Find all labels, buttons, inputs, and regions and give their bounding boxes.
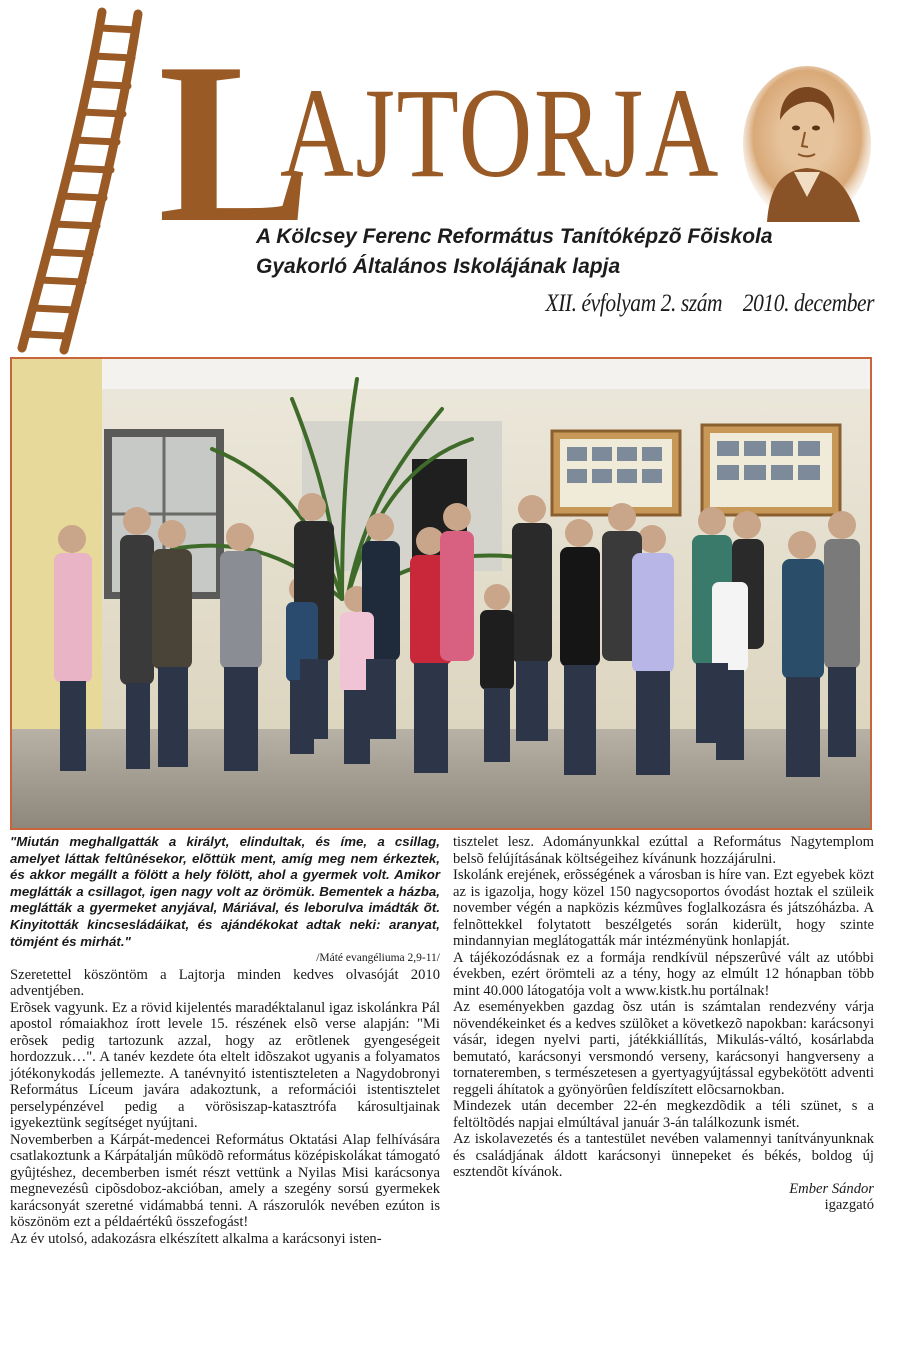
paragraph: Novemberben a Kárpát-medencei Református Oktatási Alap felhívására csatlakoztunk a Kárpátalján mûködõ református középiskolákat támogató gyûjtéshez, decemberben ismét részt vettünk a Nyilas Misi karácsonya megnevezésû cipõsdoboz-akcióban, amely a szegény sorsú gyermekek karácsonyát szeretné vidámabbá tenni. A rászorulók nevében ezúton is köszönöm ezt a példaértékû összefogást! xyxy=(10,1131,440,1231)
paragraph: Szeretettel köszöntöm a Lajtorja minden kedves olvasóját 2010 adventjében. xyxy=(10,966,440,1000)
article-column-right xyxy=(453,834,874,1214)
paragraph: Erõsek vagyunk. Ez a rövid kijelentés maradéktalanul igaz iskolánkra Pál apostol rómaiakhoz írott levele 15. részének elsõ verse alapján: "Mi erõsek pedig tartozunk azzal, hogy az erõtlenek gyengeségeit hordozzuk…". A tanév kezdete óta eltelt idõszakot ugyanis a folyamatos jótékonykodás jellemezte. A tanévnyitó istentiszteleten a Nagydobronyi Református Líceum javára adakoztunk, a reformációi istentisztelet perselypénzével pedig a vörösiszap-katasztrófa károsultjainak igyekeztünk segítséget nyújtani. xyxy=(10,999,440,1132)
issue-info xyxy=(545,290,874,318)
ladder-graphic xyxy=(14,8,144,353)
subtitle-line-1: A Kölcsey Ferenc Református Tanítóképzõ Fõiskola xyxy=(256,225,773,248)
paragraph: Az eseményekben gazdag õsz után is számtalan rendezvény várja növendékeinket és a kedves szülõket a következõ napokban: karácsonyi vásár, idegen nyelvi parti, játékkiállítás, Mikulás-váltó, kosárlabda bemutató, karácsonyi versmondó verseny, karácsonyi hangverseny a tornateremben, s természetesen a gyertyagyújtással egybekötött adventi reggeli áhítatok a gyönyörûen feldíszített elõcsarnokban. xyxy=(453,999,874,1098)
paragraph: Mindezek után december 22-én megkezdõdik a téli szünet, s a feltöltõdés napjai elmúltával január 3-án találkozunk ismét. xyxy=(453,1098,874,1131)
title-rest: AJTORJA xyxy=(280,62,720,204)
paragraph: tisztelet lesz. Adományunkkal ezúttal a Református Nagytemplom belsõ felújításának költségeihez kívánunk hozzájárulni. xyxy=(453,834,874,867)
subtitle-line-2: Gyakorló Általános Iskolájának lapja xyxy=(256,255,621,278)
signature-role: igazgató xyxy=(824,1197,874,1213)
group-photo-illustration xyxy=(12,359,870,828)
masthead-subtitle xyxy=(256,222,856,282)
paragraph: Az iskolavezetés és a tantestület nevében valamennyi tanítványunknak és családjának áldott karácsonyi ünnepeket és békés, boldog új esztendõt kívánok. xyxy=(453,1131,874,1180)
quote-source: /Máté evangéliuma 2,9-11/ xyxy=(316,952,440,965)
signature-name: Ember Sándor xyxy=(789,1180,874,1197)
title-big-letter: L xyxy=(158,15,312,270)
article-column-left xyxy=(10,834,440,1247)
bible-quote: "Miután meghallgatták a királyt, elindultak, és íme, a csillag, amelyet láttak feltûnésekor, elõttük ment, amíg meg nem érkeztek, és akkor megállt a fölött a hely fölött, ahol a gyermek volt. Amikor meglátták a csillagot, igen nagy volt az örömük. Bementek a házba, meglátták a gyermeket anyjával, Máriával, és leborulva imádták õt. Kinyitották kincsesládáikat, és ajándékokat adtak neki: aranyat, tömjént és mirhát." xyxy=(10,834,440,949)
group-photo xyxy=(10,357,872,830)
issue-date: 2010. december xyxy=(742,290,874,317)
issue-volume: XII. évfolyam 2. szám xyxy=(545,290,723,317)
portrait-illustration xyxy=(742,62,872,222)
paragraph: A tájékozódásnak ez a formája rendkívül népszerûvé vált az utóbbi években, ezért örömteli az a tény, hogy az elmúlt 12 hónapban több mint 40.000 látogatója volt a www.kistk.hu portálnak! xyxy=(453,949,874,999)
paragraph: Az év utolsó, adakozásra elkészített alkalma a karácsonyi isten- xyxy=(10,1230,382,1247)
paragraph: Iskolánk erejének, erõsségének a városban is híre van. Ezt egyebek közt az is igazolja, hogy közel 150 nagycsoportos óvodást hoztak el szüleik november végén a napközis kézmûves foglalkozásra és játszóházba. A felnõttekkel folytatott beszélgetés során kiderült, hogy szinte mindannyian meglátogatták már intézményünk honlapját. xyxy=(453,867,874,949)
